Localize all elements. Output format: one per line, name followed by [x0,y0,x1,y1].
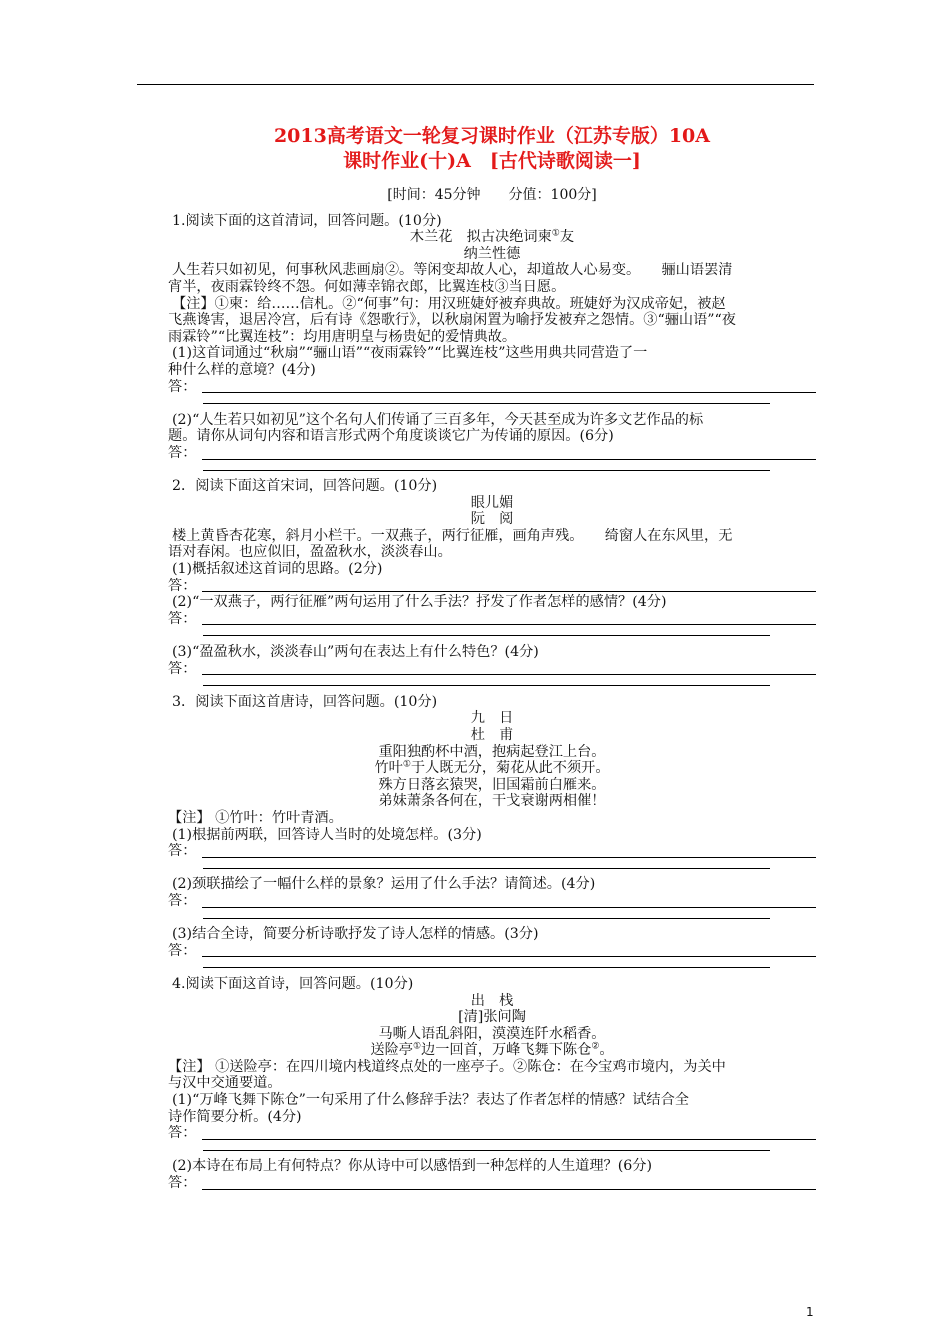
q3-sub3: (3)结合全诗，简要分析诗歌抒发了诗人怎样的情感。(3分) [172,926,539,943]
q4-sub1-a: (1)“万峰飞舞下陈仓”一句采用了什么修辞手法？表达了作者怎样的情感？试结合全 [172,1092,689,1109]
q4-poem-author: [清]张问陶 [458,1009,526,1026]
q1-poem-title: 木兰花 拟古决绝词柬①友 [409,228,575,246]
q2-sub3: (3)“盈盈秋水，淡淡春山”两句在表达上有什么特色？(4分) [172,644,539,661]
q2-poem-text-b: 语对春闲。也应似旧，盈盈秋水，淡淡春山。 [168,544,452,561]
q4-prompt: 4.阅读下面这首诗，回答问题。(10分) [172,975,414,992]
q4-poem-line-1: 马嘶人语乱斜阳，漠漠连阡水稻香。 [378,1025,606,1042]
title-line-1: 2013高考语文一轮复习课时作业（江苏专版）10A [273,125,711,147]
answer-line-2[interactable] [168,959,816,976]
q3-prompt: 3．阅读下面这首唐诗，回答问题。(10分) [172,693,438,710]
header-rule [137,84,814,85]
q1-poem-text-b: 宵半，夜雨霖铃终不怨。何如薄幸锦衣郎，比翼连枝③当日愿。 [168,278,566,295]
q2-prompt: 2．阅读下面这首宋词，回答问题。(10分) [172,478,438,495]
q1-poem-author: 纳兰性德 [463,245,521,262]
q4-note-b: 与汉中交通要道。 [168,1075,282,1092]
q3-poem-line-3: 殊方日落玄猿哭，旧国霜前白雁来。 [378,776,606,793]
q1-sub2-a: (2)“人生若只如初见”这个名句人们传诵了三百多年，今天甚至成为许多文艺作品的标 [172,411,704,428]
page-number: 1 [806,1305,814,1319]
answer-line-2[interactable] [168,860,816,877]
answer-line[interactable]: 答： [168,943,816,960]
q3-poem-line-4: 弟妹萧条各何在，干戈衰谢两相催！ [378,793,606,810]
answer-line[interactable]: 答： [168,379,816,396]
q1-prompt: 1.阅读下面的这首清词，回答问题。(10分) [172,212,442,229]
worksheet [168,124,816,1192]
q2-poem-text-a: 楼上黄昏杏花寒，斜月小栏干。一双燕子，两行征雁，画角声残。 绮窗人在东风里，无 [172,527,733,544]
q4-note-a: 【注】 ①送险亭：在四川境内栈道终点处的一座亭子。②陈仓：在今宝鸡市境内，为关中 [168,1058,726,1075]
q2-sub1: (1)概括叙述这首词的思路。(2分) [172,561,383,578]
q3-sub1: (1)根据前两联，回答诗人当时的处境怎样。(3分) [172,826,482,843]
q1-sub1-a: (1)这首词通过“秋扇”“骊山语”“夜雨霖铃”“比翼连枝”这些用典共同营造了一 [172,345,648,362]
q1-poem-text-a: 人生若只如初见，何事秋风悲画扇②。等闲变却故人心，却道故人心易变。 骊山语罢清 [172,262,733,279]
q1-note-c: 雨霖铃”“比翼连枝”：均用唐明皇与杨贵妃的爱情典故。 [168,328,517,345]
answer-line[interactable]: 答： [168,893,816,910]
q3-poem-author: 杜 甫 [470,727,514,743]
answer-line-2[interactable] [168,677,816,694]
answer-line[interactable]: 答： [168,611,816,628]
q4-poem-line-2: 送险亭①边一回首，万峰飞舞下陈仓②。 [370,1041,614,1059]
q2-poem-author: 阮 阅 [470,511,514,528]
q3-note: 【注】 ①竹叶：竹叶青酒。 [168,809,343,826]
time-score-info: [时间：45分钟 分值：100分] [387,187,597,203]
q1-sub1-b: 种什么样的意境？(4分) [168,361,316,378]
q3-poem-title: 九 日 [470,710,514,727]
q3-poem-line-2: 竹叶①于人既无分，菊花从此不须开。 [374,759,610,777]
q1-note-a: 【注】①柬：给……信札。②“何事”句：用汉班婕妤被弃典故。班婕妤为汉成帝妃，被赵 [172,295,726,312]
answer-line-2[interactable] [168,1142,816,1159]
answer-line-2[interactable] [168,462,816,479]
q4-sub1-b: 诗作简要分析。(4分) [168,1108,302,1125]
q4-poem-title: 出 栈 [470,992,514,1009]
q2-poem-title: 眼儿媚 [470,494,514,511]
title-line-2: 课时作业(十)A [古代诗歌阅读一] [343,150,641,172]
q1-note-b: 飞燕谗害，退居冷宫，后有诗《怨歌行》，以秋扇闲置为喻抒发被弃之怨情。③“骊山语”“夜 [168,312,736,329]
answer-line[interactable]: 答： [168,661,816,678]
answer-line-2[interactable] [168,627,816,644]
q4-sub2: (2)本诗在布局上有何特点？你从诗中可以感悟到一种怎样的人生道理？(6分) [172,1158,653,1175]
q3-poem-line-1: 重阳独酌杯中酒，抱病起登江上台。 [378,743,606,760]
answer-line[interactable]: 答： [168,1175,816,1192]
q3-sub2: (2)颈联描绘了一幅什么样的景象？运用了什么手法？请简述。(4分) [172,876,596,893]
answer-line[interactable]: 答： [168,843,816,860]
answer-line[interactable]: 答： [168,578,816,595]
answer-line[interactable]: 答： [168,1125,816,1142]
q1-sub2-b: 题。请你从词句内容和语言形式两个角度谈谈它广为传诵的原因。(6分) [168,428,614,445]
answer-line-2[interactable] [168,910,816,927]
q2-sub2: (2)“一双燕子，两行征雁”两句运用了什么手法？抒发了作者怎样的感情？(4分) [172,594,667,611]
answer-line-2[interactable] [168,395,816,412]
answer-line[interactable]: 答： [168,445,816,462]
